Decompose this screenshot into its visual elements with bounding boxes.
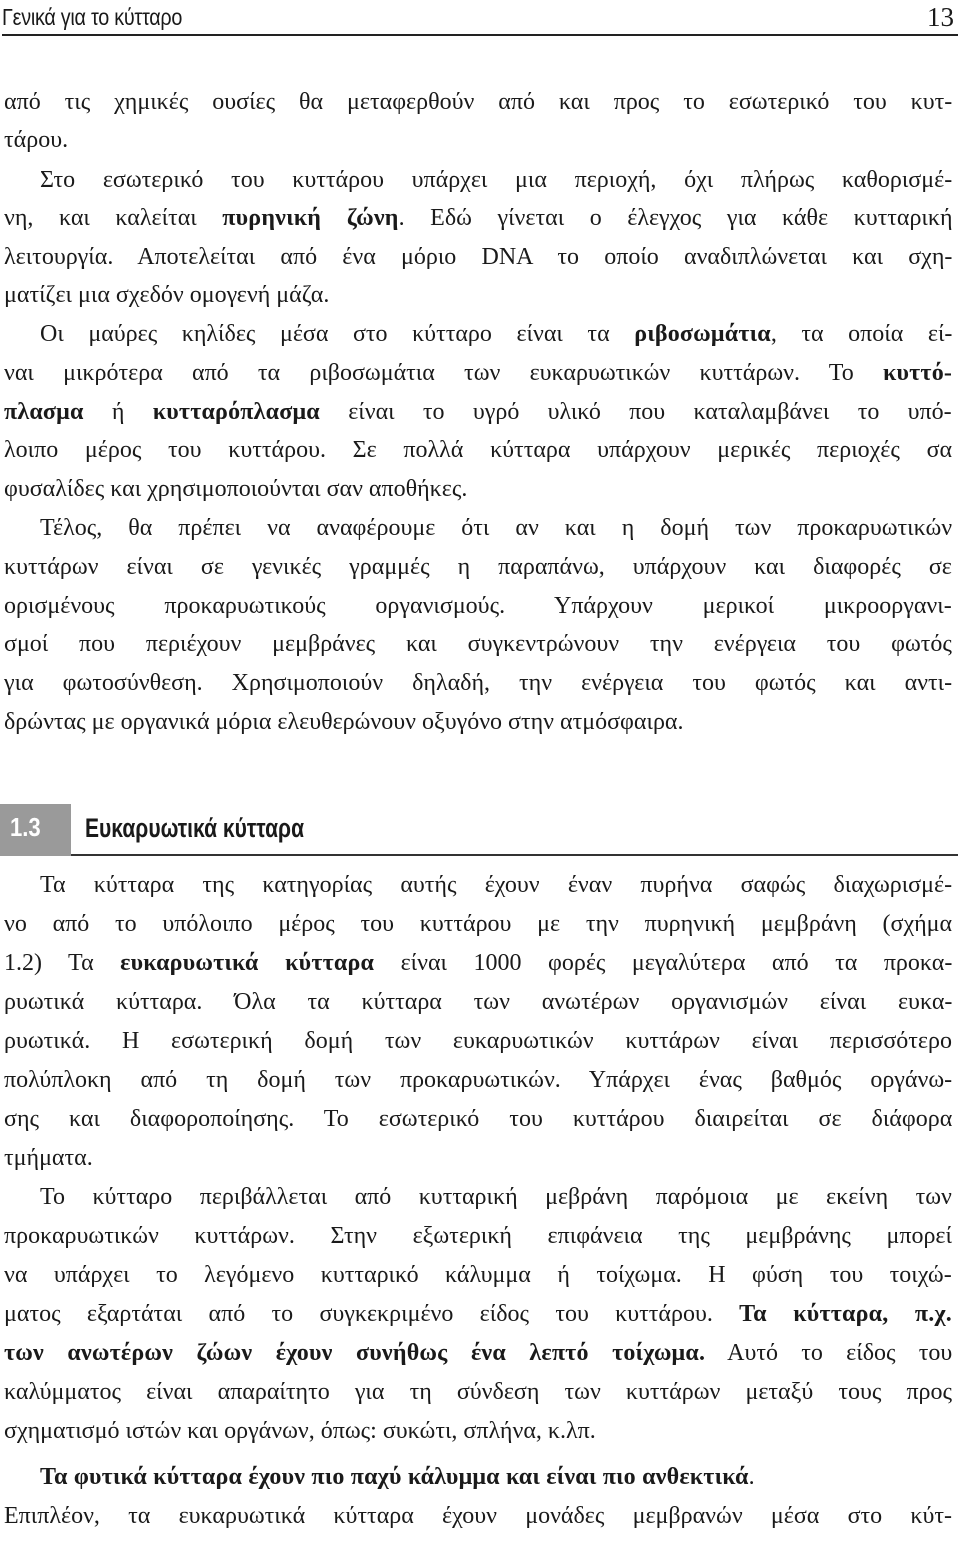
- bold-term: πυρηνική ζώνη: [222, 205, 399, 231]
- text-run: ναι μικρότερα από τα ριβοσωμάτια των ευκαρυωτικών κυττάρων. Το: [4, 360, 883, 386]
- text-line: [4, 1260, 952, 1290]
- text-line: [4, 948, 952, 978]
- text-line: [4, 397, 952, 427]
- text-run: καλύμματος είναι απαραίτητο για τη σύνδεση των κυττάρων μεταξύ τους προς: [4, 1379, 953, 1405]
- text-line: [40, 870, 952, 900]
- text-line: [4, 629, 952, 659]
- text-run: να υπάρχει το λεγόμενο κυτταρικό κάλυμμα ή τοίχωμα. Η φύση του τοιχώ-: [4, 1262, 952, 1288]
- text-line: [4, 125, 68, 155]
- text-run: σμοί που περιέχουν μεμβράνες και συγκεντρώνουν την ενέργεια του φωτός: [4, 631, 952, 657]
- text-run: τάρου.: [4, 127, 69, 153]
- text-line: [4, 474, 467, 504]
- text-line: [4, 1065, 952, 1095]
- text-run: Το κύτταρο περιβάλλεται από κυτταρική μεβράνη παρόμοια με εκείνη των: [40, 1184, 952, 1210]
- text-run: νη, και καλείται: [4, 205, 223, 231]
- text-line: [4, 358, 952, 388]
- text-line: [4, 1299, 952, 1329]
- text-line: [40, 1462, 755, 1492]
- text-line: [4, 203, 953, 233]
- text-line: [4, 1143, 93, 1173]
- text-line: [4, 552, 952, 582]
- text-line: [4, 591, 952, 621]
- text-line: [4, 280, 329, 310]
- section-underline: [71, 854, 958, 856]
- text-run: δρώντας με οργανικά μόρια ελευθερώνουν οξυγόνο στην ατμόσφαιρα.: [4, 709, 684, 735]
- text-line: [4, 1221, 952, 1251]
- text-line: [4, 1104, 952, 1134]
- text-run: είναι 1000 φορές μεγαλύτερα από τα προκα-: [374, 950, 953, 976]
- text-line: [4, 1338, 952, 1368]
- text-run: . Εδώ γίνεται ο έλεγχος για κάθε κυτταρική: [398, 205, 953, 231]
- text-run: κυττάρων είναι σε γενικές γραμμές η παραπάνω, υπάρχουν και διαφορές σε: [4, 554, 952, 580]
- running-header: [2, 4, 958, 36]
- text-line: [4, 1377, 952, 1407]
- page-number: 13: [927, 2, 954, 32]
- section-heading: [0, 804, 960, 854]
- text-run: λειτουργία. Αποτελείται από ένα μόριο DNA το οποίο αναδιπλώνεται και σχη-: [4, 244, 953, 270]
- text-run: .: [748, 1464, 755, 1490]
- bold-term: ευκαρυωτικά κύτταρα: [120, 950, 375, 976]
- text-run: Επιπλέον, τα ευκαρυωτικά κύτταρα έχουν μονάδες μεμβρανών μέσα στο κύτ-: [4, 1503, 952, 1529]
- text-run: ρυωτικά κύτταρα. Όλα τα κύτταρα των ανωτέρων οργανισμών είναι ευκα-: [4, 989, 953, 1015]
- text-line: [4, 707, 684, 737]
- section-title: Ευκαρυωτικά κύτταρα: [85, 813, 305, 843]
- text-run: 1.2) Τα: [4, 950, 121, 976]
- text-line: [4, 87, 952, 117]
- text-line: [4, 1026, 952, 1056]
- text-run: ορισμένους προκαρυωτικούς οργανισμούς. Υπάρχουν μερικοί μικροοργανι-: [4, 593, 952, 619]
- text-run: ρυωτικά. Η εσωτερική δομή των ευκαρυωτικών κυττάρων είναι περισσότερο: [4, 1028, 952, 1054]
- text-run: προκαρυωτικών κυττάρων. Στην εξωτερική επιφάνεια της μεμβράνης μπορεί: [4, 1223, 952, 1249]
- bold-term: ριβοσωμάτια: [634, 321, 771, 347]
- text-line: [40, 319, 952, 349]
- text-run: πολύπλοκη από τη δομή των προκαρυωτικών. Υπάρχει ένας βαθμός οργάνω-: [4, 1067, 953, 1093]
- text-run: από τις χημικές ουσίες θα μεταφερθούν από και προς το εσωτερικό του κυτ-: [4, 89, 953, 115]
- text-run: είναι το υγρό υλικό που καταλαμβάνει το υπό-: [319, 399, 952, 425]
- text-run: Τα κύτταρα της κατηγορίας αυτής έχουν έναν πυρήνα σαφώς διαχωρισμέ-: [40, 872, 953, 898]
- section-number: 1.3: [10, 812, 41, 842]
- text-run: νο από το υπόλοιπο μέρος του κυττάρου με την πυρηνική μεμβράνη (σχήμα: [4, 911, 953, 937]
- text-line: [40, 165, 952, 195]
- bold-term: των ανωτέρων ζώων έχουν συνήθως ένα λεπτό τοίχωμα.: [4, 1340, 706, 1366]
- text-run: λοιπο μέρος του κυττάρου. Σε πολλά κύτταρα υπάρχουν μερικές περιοχές σα: [4, 437, 953, 463]
- text-line: [4, 987, 952, 1017]
- bold-term: Τα φυτικά κύτταρα έχουν πιο παχύ κάλυμμα και είναι πιο ανθεκτικά: [40, 1464, 749, 1490]
- text-run: Αυτό το είδος του: [705, 1340, 953, 1366]
- text-run: Στο εσωτερικό του κυττάρου υπάρχει μια περιοχή, όχι πλήρως καθορισμέ-: [40, 167, 953, 193]
- text-run: τμήματα.: [4, 1145, 93, 1171]
- bold-term: κυττό-: [882, 360, 953, 386]
- text-line: [4, 242, 952, 272]
- text-line: [4, 435, 952, 465]
- text-line: [4, 1501, 952, 1531]
- text-run: σχηματισμό ιστών και οργάνων, όπως: συκώτι, σπλήνα, κ.λπ.: [4, 1418, 596, 1444]
- text-run: ματος εξαρτάται από το συγκεκριμένο είδος του κυττάρου.: [4, 1301, 740, 1327]
- text-line: [4, 668, 952, 698]
- text-run: σης και διαφοροποίησης. Το εσωτερικό του κυττάρου διαιρείται σε διάφορα: [4, 1106, 953, 1132]
- text-line: [4, 909, 952, 939]
- text-run: φυσαλίδες και χρησιμοποιούνται σαν αποθήκες.: [4, 476, 468, 502]
- section-number-box: [0, 804, 71, 856]
- text-run: , τα οποία εί-: [770, 321, 953, 347]
- bold-term: κυτταρόπλασμα: [152, 399, 320, 425]
- bold-term: Τα κύτταρα, π.χ.: [739, 1301, 952, 1327]
- text-line: [40, 1182, 952, 1212]
- chapter-title: Γενικά για το κύτταρο: [2, 4, 183, 30]
- text-run: Οι μαύρες κηλίδες μέσα στο κύτταρο είναι τα: [40, 321, 635, 347]
- text-run: ή: [83, 399, 153, 425]
- bold-term: πλασμα: [4, 399, 84, 425]
- text-line: [4, 1416, 596, 1446]
- text-run: ματίζει μια σχεδόν ομογενή μάζα.: [4, 282, 330, 308]
- text-run: Τέλος, θα πρέπει να αναφέρουμε ότι αν και η δομή των προκαρυωτικών: [40, 515, 953, 541]
- text-line: [40, 513, 952, 543]
- text-run: για φωτοσύνθεση. Χρησιμοποιούν δηλαδή, την ενέργεια του φωτός και αντι-: [4, 670, 953, 696]
